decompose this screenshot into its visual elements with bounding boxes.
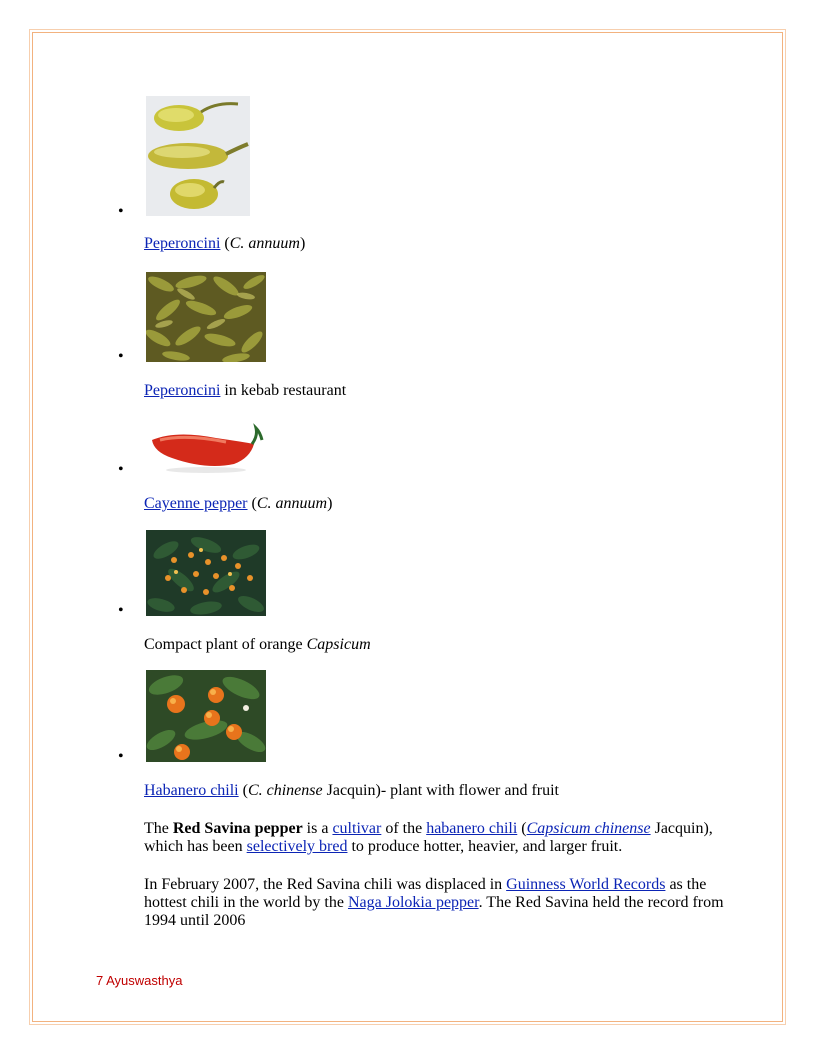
cayenne-pepper-photo xyxy=(146,418,266,476)
caption-text: ( xyxy=(247,495,257,512)
caption-cayenne xyxy=(144,495,332,513)
caption-species: Capsicum xyxy=(306,636,371,653)
list-bullet xyxy=(118,353,126,361)
caption-text-end: ) xyxy=(299,235,306,252)
list-bullet xyxy=(118,466,126,474)
paragraph-red-savina xyxy=(144,820,734,856)
list-bullet xyxy=(118,208,126,216)
link-peperoncini[interactable]: Peperoncini xyxy=(144,235,221,252)
link-habanero-chili[interactable]: habanero chili xyxy=(426,820,518,837)
orange-capsicum-plant-photo xyxy=(146,530,266,616)
habanero-plant-photo xyxy=(146,670,266,762)
peperoncini-kebab-photo xyxy=(146,272,266,362)
caption-text: Compact plant of orange xyxy=(144,636,307,653)
bold-term: Red Savina pepper xyxy=(172,820,303,837)
caption-orange-capsicum xyxy=(144,636,371,654)
page-border xyxy=(32,32,783,1022)
text: is a xyxy=(302,820,333,837)
text: In February 2007, the Red Savina chili was displaced in xyxy=(144,876,507,893)
caption-peperoncini-kebab xyxy=(144,382,346,400)
link-cultivar[interactable]: cultivar xyxy=(332,820,382,837)
text: to produce hotter, heavier, and larger fruit. xyxy=(347,838,623,855)
link-peperoncini[interactable]: Peperoncini xyxy=(144,382,221,399)
caption-text-end: Jacquin)- plant with flower and fruit xyxy=(322,782,559,799)
caption-habanero xyxy=(144,782,559,800)
caption-peperoncini xyxy=(144,235,305,253)
list-bullet xyxy=(118,607,126,615)
link-guinness-world-records[interactable]: Guinness World Records xyxy=(506,876,666,893)
caption-species: C. chinense xyxy=(247,782,323,799)
link-selectively-bred[interactable]: selectively bred xyxy=(246,838,348,855)
text: The xyxy=(144,820,173,837)
link-habanero-chili[interactable]: Habanero chili xyxy=(144,782,239,799)
text: of the xyxy=(381,820,427,837)
link-capsicum-chinense[interactable] xyxy=(527,820,651,837)
caption-text: ( xyxy=(220,235,230,252)
text: . The Red Savina held the record from 1994 until 2006 xyxy=(144,894,724,929)
link-cayenne-pepper[interactable]: Cayenne pepper xyxy=(144,495,248,512)
caption-text: in kebab restaurant xyxy=(220,382,347,399)
list-bullet xyxy=(118,753,126,761)
caption-text-end: ) xyxy=(327,495,333,512)
link-naga-jolokia-pepper[interactable]: Naga Jolokia pepper xyxy=(347,894,479,911)
text: ( xyxy=(517,820,527,837)
link-capsicum-chinense-text: Capsicum chinense xyxy=(526,820,651,837)
text: Jacquin), which has been xyxy=(144,820,713,855)
caption-species: C. annuum xyxy=(256,495,328,512)
paragraph-guinness xyxy=(144,876,734,930)
caption-species: C. annuum xyxy=(229,235,300,252)
page-footer: 7 Ayuswasthya xyxy=(96,973,183,988)
caption-text: ( xyxy=(238,782,248,799)
text: as the hottest chili in the world by the xyxy=(144,876,707,911)
peperoncini-photo xyxy=(146,96,250,216)
